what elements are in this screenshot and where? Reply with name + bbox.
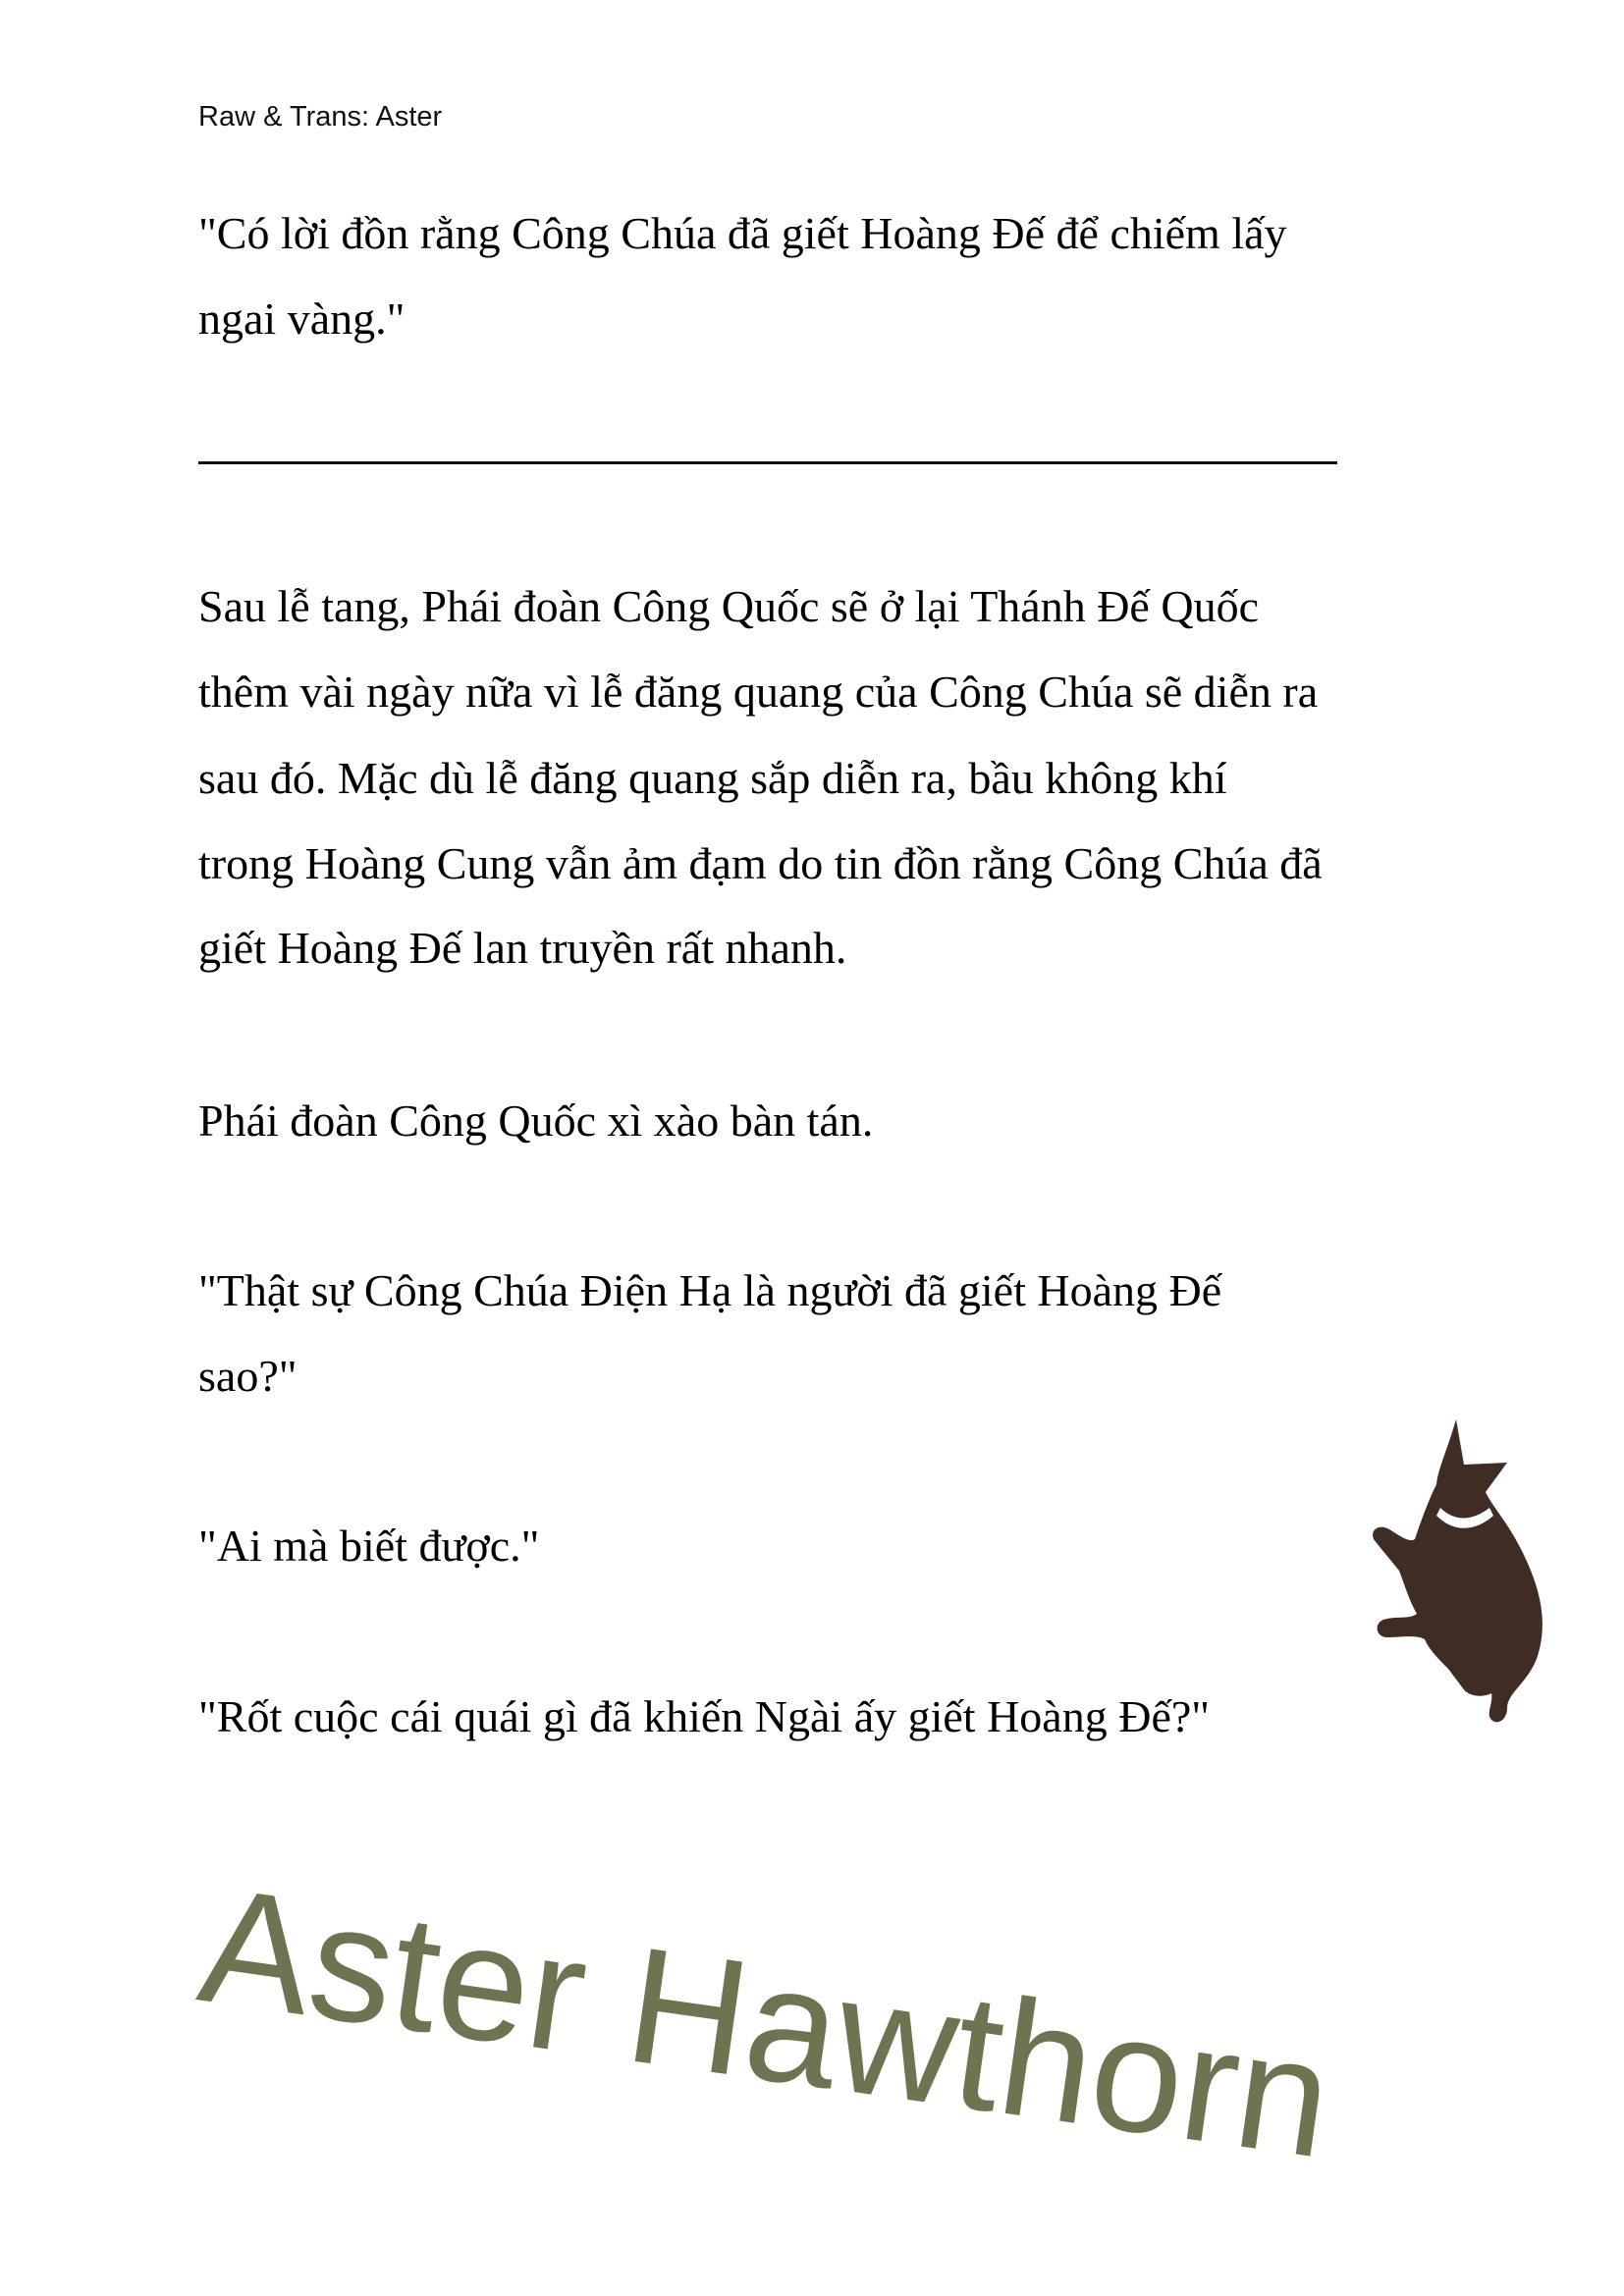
text-line: "Ai mà biết được." xyxy=(198,1521,540,1571)
text-line: trong Hoàng Cung vẫn ảm đạm do tin đồn rằng Công Chúa đã xyxy=(198,838,1323,888)
text-line: thêm vài ngày nữa vì lễ đăng quang của Công Chúa sẽ diễn ra xyxy=(198,667,1319,717)
text-line: Phái đoàn Công Quốc xì xào bàn tán. xyxy=(198,1095,874,1146)
text-line: Sau lễ tang, Phái đoàn Công Quốc sẽ ở lại Thánh Đế Quốc xyxy=(198,581,1259,631)
text-line: "Có lời đồn rằng Công Chúa đã giết Hoàng Đế để chiếm lấy xyxy=(198,208,1287,258)
text-line: "Thật sự Công Chúa Điện Hạ là người đã giết Hoàng Đế xyxy=(198,1265,1222,1315)
text-line: "Rốt cuộc cái quái gì đã khiến Ngài ấy giết Hoàng Đế?" xyxy=(198,1691,1211,1741)
translator-credit: Raw & Trans: Aster xyxy=(198,101,443,133)
text-line: sau đó. Mặc dù lễ đăng quang sắp diễn ra, bầu không khí xyxy=(198,753,1227,803)
text-line: ngai vàng." xyxy=(198,294,406,344)
watermark-text: Aster Hawthorn xyxy=(189,1851,1342,2193)
text-line: sao?" xyxy=(198,1351,298,1401)
divider xyxy=(198,461,1337,464)
cat-logo-icon xyxy=(1370,1414,1586,1728)
text-line: giết Hoàng Đế lan truyền rất nhanh. xyxy=(198,923,847,973)
